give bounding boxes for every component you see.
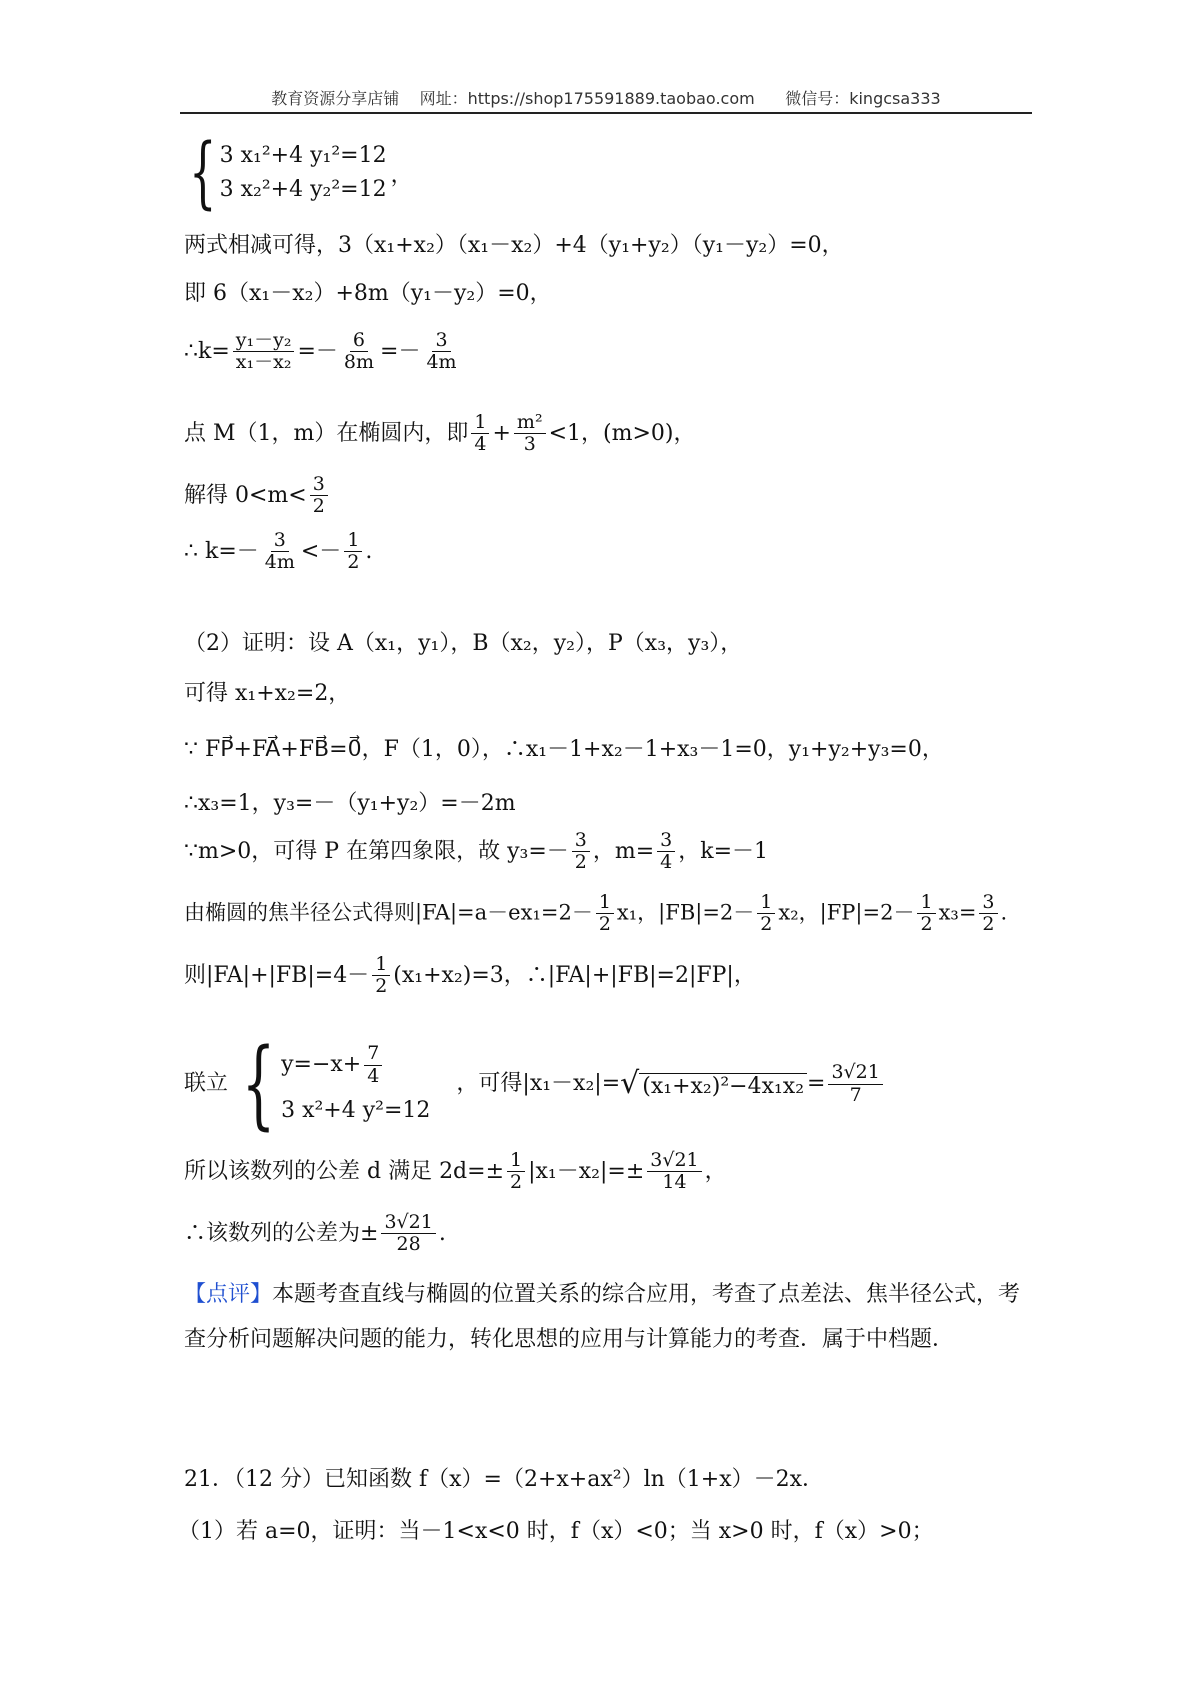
numerator: 1 <box>917 892 935 914</box>
text: =－ <box>380 338 421 364</box>
denominator: 2 <box>510 1171 523 1194</box>
numerator: 3√21 <box>381 1212 435 1234</box>
question-21-part-1: （1）若 a=0，证明：当－1<x<0 时，f（x）<0；当 x>0 时，f（x）>0； <box>178 1519 934 1544</box>
system-tail: ， <box>390 162 413 188</box>
text: . <box>438 1220 446 1246</box>
denominator: 8m <box>343 351 375 374</box>
square-root <box>620 1065 807 1103</box>
line-conclusion <box>184 1212 446 1256</box>
line-vector-sum: ∵ FP⃗+FA⃗+FB⃗=0⃗，F（1，0），∴x₁－1+x₂－1+x₃－1=0，y₁+y₂+y₃=0， <box>184 737 944 762</box>
text: =－ <box>297 338 338 364</box>
numerator: 1 <box>471 412 489 434</box>
line-simplify: 即 6（x₁－x₂）+8m（y₁－y₂）=0， <box>184 281 552 306</box>
denominator: 14 <box>662 1171 687 1194</box>
denominator: 4 <box>660 851 673 874</box>
text: = <box>807 1071 826 1097</box>
numerator: 1 <box>757 892 775 914</box>
line-subtract: 两式相减可得，3（x₁+x₂）（x₁－x₂）+4（y₁+y₂）（y₁－y₂）=0， <box>184 233 844 258</box>
system-row-2: 3 x²+4 y²=12 <box>281 1098 431 1124</box>
line-solve-m <box>184 474 331 518</box>
denominator: 2 <box>760 913 773 936</box>
text: |x₁－x₂|=± <box>528 1158 645 1184</box>
denominator: 2 <box>312 495 325 518</box>
denominator: 2 <box>598 913 611 936</box>
question-21: 21．（12 分）已知函数 f（x）=（2+x+ax²）ln（1+x）－2x． <box>184 1467 825 1492</box>
text: <1，(m>0)， <box>548 420 696 446</box>
radicand: (x₁+x₂)²−4x₁x₂ <box>639 1073 807 1099</box>
text: 点 M（1，m）在椭圆内，即 <box>184 420 469 446</box>
line-slope <box>184 330 463 374</box>
fraction <box>917 892 935 936</box>
radical-sign: √ <box>620 1066 640 1102</box>
denominator: 4 <box>367 1064 380 1087</box>
equation-system-1 <box>178 128 413 218</box>
denominator: 3 <box>523 433 536 456</box>
text: x₁，|FB|=2－ <box>616 900 755 925</box>
numerator: 1 <box>372 954 390 976</box>
numerator: 3 <box>310 474 328 496</box>
text: ， <box>704 1158 727 1184</box>
fraction <box>233 330 295 374</box>
numerator: 7 <box>364 1043 382 1065</box>
denominator: 2 <box>347 551 360 574</box>
text: ∴该数列的公差为± <box>184 1220 379 1246</box>
system-row-1: 3 x₁²+4 y₁²=12 <box>219 142 387 168</box>
text: <－ <box>300 538 342 564</box>
numerator: 3 <box>432 330 450 352</box>
text: . <box>1000 900 1008 925</box>
text: . <box>365 538 373 564</box>
fraction <box>423 330 459 374</box>
numerator: 6 <box>350 330 368 352</box>
text: 联立 <box>184 1071 229 1097</box>
text: (x₁+x₂)=3，∴|FA|+|FB|=2|FP|， <box>393 962 756 988</box>
line-common-difference <box>184 1150 727 1194</box>
left-brace: { <box>189 128 217 218</box>
fraction <box>757 892 775 936</box>
fraction <box>657 830 675 874</box>
system-row-2: 3 x₂²+4 y₂²=12 <box>219 177 387 202</box>
text: ∴ k=－ <box>184 538 259 564</box>
numerator: 1 <box>507 1150 525 1172</box>
numerator: 3 <box>979 892 997 914</box>
line-fourth-quadrant <box>184 830 768 874</box>
denominator: 4m <box>426 351 457 374</box>
text: ，m= <box>592 838 655 864</box>
text: ∵m>0，可得 P 在第四象限，故 y₃=－ <box>184 838 569 864</box>
text: y=−x+ <box>281 1052 362 1078</box>
fraction <box>596 892 614 936</box>
line-part2-setup: （2）证明：设 A（x₁，y₁），B（x₂，y₂），P（x₃，y₃）， <box>184 631 743 656</box>
text: x₃= <box>938 900 977 925</box>
equation-system-2 <box>281 1043 430 1124</box>
remark-text: 本题考查直线与椭圆的位置关系的综合应用，考查了点差法、焦半径公式，考查分析问题解决问题的能力，转化思想的应用与计算能力的考查．属于中档题． <box>184 1282 1021 1352</box>
fraction <box>979 892 997 936</box>
text: 解得 0<m< <box>184 482 307 508</box>
fraction <box>364 1043 382 1087</box>
denominator: 7 <box>849 1083 862 1106</box>
denominator: x₁－x₂ <box>235 351 292 374</box>
text: x₂，|FP|=2－ <box>778 900 915 925</box>
numerator: 3√21 <box>828 1062 882 1084</box>
remark-label: 【点评】 <box>184 1282 273 1307</box>
fraction <box>262 530 298 574</box>
line-sum-x: 可得 x₁+x₂=2， <box>184 681 351 706</box>
text: 所以该数列的公差 d 满足 2d=± <box>184 1158 505 1184</box>
fraction <box>828 1062 882 1106</box>
line-x3-y3: ∴x₃=1，y₃=－（y₁+y₂）=－2m <box>184 791 516 816</box>
denominator: 2 <box>982 913 995 936</box>
denominator: 4m <box>264 551 295 574</box>
denominator: 2 <box>375 975 388 998</box>
numerator: 1 <box>596 892 614 914</box>
text: + <box>492 420 511 446</box>
line-simultaneous <box>184 1028 886 1140</box>
fraction <box>310 474 328 518</box>
numerator: 3√21 <box>647 1150 701 1172</box>
numerator: 3 <box>657 830 675 852</box>
numerator: y₁－y₂ <box>233 330 295 352</box>
text: ，可得|x₁－x₂|= <box>456 1071 621 1097</box>
fraction <box>381 1212 435 1256</box>
fraction <box>341 330 377 374</box>
fraction <box>344 530 362 574</box>
text: 由椭圆的焦半径公式得则|FA|=a－ex₁=2－ <box>184 900 593 925</box>
text: ，k=－1 <box>678 838 769 864</box>
denominator: 2 <box>574 851 587 874</box>
denominator: 4 <box>474 433 487 456</box>
denominator: 2 <box>920 913 933 936</box>
numerator: m² <box>514 412 546 434</box>
fraction <box>507 1150 525 1194</box>
left-brace: { <box>241 1028 276 1140</box>
numerator: 3 <box>271 530 289 552</box>
fraction <box>372 954 390 998</box>
fraction <box>514 412 546 456</box>
text: ∴k= <box>184 338 230 364</box>
header-divider <box>180 112 1032 114</box>
text: 则|FA|+|FB|=4－ <box>184 962 370 988</box>
fraction <box>572 830 590 874</box>
line-point-inside <box>184 412 695 456</box>
numerator: 3 <box>572 830 590 852</box>
fraction <box>647 1150 701 1194</box>
fraction <box>471 412 489 456</box>
line-k-range <box>184 530 372 574</box>
system-row-1 <box>281 1043 430 1087</box>
page-header: 教育资源分享店铺 网址：https://shop175591889.taobao.com 微信号：kingcsa333 <box>271 89 941 108</box>
line-sum-distances <box>184 954 756 998</box>
line-focal-radius <box>184 892 1007 936</box>
numerator: 1 <box>344 530 362 552</box>
remark-block <box>184 1272 1032 1362</box>
denominator: 28 <box>396 1233 421 1256</box>
